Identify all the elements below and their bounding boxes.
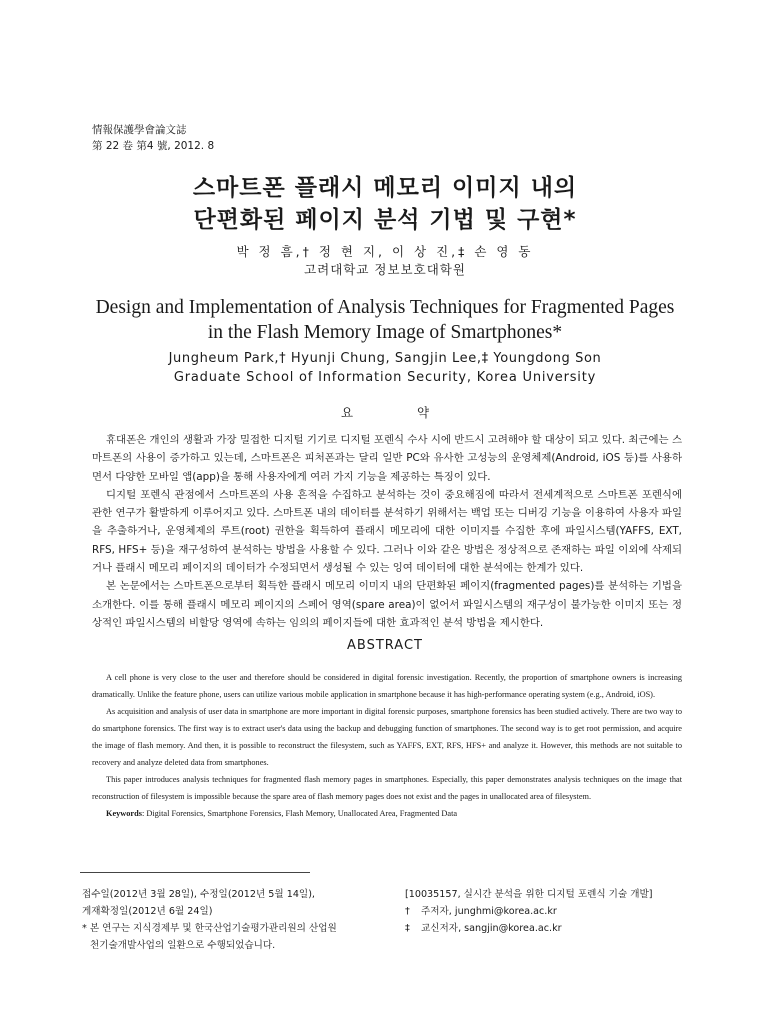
english-authors: Jungheum Park,† Hyunji Chung, Sangjin Lee,‡ Youngdong Son [168, 351, 602, 366]
english-abstract-paragraph-2: As acquisition and analysis of user data in smartphone are more important in digital forensic purposes, smartphone forensics has been studied actively. There are two way to do smartphone forensics. The first way is to extract user's data using the backup and debugging function of smartphones. The second way is to get root permission, and acquire the image of flash memory. And then, it is possible to reconstruct the filesystem, such as YAFFS, EXT, RFS, HFS+ and analyze it. However, this methods are not suitable to recovery and analyze deleted data from smartphones. [92, 707, 682, 767]
corresponding-author-text: 교신저자, sangjin@korea.ac.kr [421, 923, 562, 934]
double-dagger-mark: ‡ [405, 923, 410, 934]
keywords-text: : Digital Forensics, Smartphone Forensics, Flash Memory, Unallocated Area, Fragmented Data [141, 809, 458, 818]
funding-note [82, 920, 402, 937]
korean-abstract [92, 431, 682, 632]
korean-abstract-paragraph-2: 디지털 포렌식 관점에서 스마트폰의 사용 흔적을 수집하고 분석하는 것이 중요해짐에 따라서 전세계적으로 스마트폰 포렌식에 관한 연구가 활발하게 이루어지고 있다. 스마트폰 내의 데이터를 분석하기 위해서는 백업 또는 디버깅 기능을 이용하여 사용자 파일을 추출하거나, 운영체제의 루트(root) 권한을 획득하여 플래시 메모리에 대한 이미지를 수집한 후에 파일시스템(YAFFS, EXT, RFS, HFS+ 등)을 재구성하여 분석하는 방법을 사용할 수 있다. 그러나 이와 같은 방법은 정상적으로 존재하는 파일 이외에 삭제되거나 플래시 메모리 페이지의 데이터가 수정되면서 생성될 수 있는 잉여 데이터에 대한 분석에는 한계가 있다. [92, 488, 682, 575]
keywords-line [92, 805, 682, 822]
english-abstract-paragraph-3: This paper introduces analysis techniques for fragmented flash memory pages in smartphones. Especially, this paper demonstrates analysis techniques on the image that reconstruction of filesystem is impossible because the spare area of flash memory pages does not exist and the pages in unallocated area of filesystem. [92, 775, 682, 801]
journal-name: 情報保護學會論文誌 [92, 124, 187, 136]
korean-abstract-heading: 요 약 [340, 405, 460, 420]
korean-abstract-paragraph-3: 본 논문에서는 스마트폰으로부터 획득한 플래시 메모리 이미지 내의 단편화된 페이지(fragmented pages)를 분석하는 기법을 소개한다. 이를 통해 플래시 메모리 페이지의 스페어 영역(spare area)이 없어서 파일시스템의 재구성이 불가능한 이미지 또는 정상적인 파일시스템의 비할당 영역에 속하는 임의의 페이지들에 대한 효과적인 분석 방법을 제시한다. [92, 580, 683, 629]
english-title-line2: in the Flash Memory Image of Smartphones* [207, 322, 563, 343]
english-title [0, 295, 770, 345]
korean-title-line1: 스마트폰 플래시 메모리 이미지 내의 [192, 175, 578, 201]
korean-authors: 박 정 흠,† 정 현 지, 이 상 진,‡ 손 영 동 [236, 244, 534, 259]
funding-note-cont: 천기술개발사업의 일환으로 수행되었습니다. [90, 940, 276, 951]
footnotes-left [82, 886, 402, 954]
first-author-note [405, 903, 695, 920]
english-title-line1: Design and Implementation of Analysis Techniques for Fragmented Pages [95, 297, 675, 318]
footnotes-right [405, 886, 695, 937]
journal-header [92, 122, 214, 154]
dagger-mark: † [405, 906, 410, 917]
korean-affiliation: 고려대학교 정보보호대학원 [304, 262, 466, 277]
korean-abstract-paragraph-1: 휴대폰은 개인의 생활과 가장 밀접한 디지털 기기로 디지털 포렌식 수사 시에 반드시 고려해야 할 대상이 되고 있다. 최근에는 스마트폰의 사용이 증가하고 있는데, 스마트폰은 피처폰과는 달리 일반 PC와 유사한 고성능의 운영체제(Android, iOS 등)를 사용하면서 다양한 모바일 앱(app)을 통해 사용자에게 여러 가지 기능을 제공하는 특징이 있다. [92, 434, 682, 483]
english-abstract-heading: ABSTRACT [347, 638, 423, 653]
corresponding-author-note [405, 920, 695, 937]
korean-title-line2: 단편화된 페이지 분석 기법 및 구현* [193, 207, 577, 233]
english-affiliation: Graduate School of Information Security, Korea University [173, 370, 597, 385]
first-author-text: 주저자, junghmi@korea.ac.kr [421, 906, 557, 917]
received-dates: 접수일(2012년 3월 28일), 수정일(2012년 5월 14일), [82, 889, 315, 900]
funding-text: 본 연구는 지식경제부 및 한국산업기술평가관리원의 산업원 [89, 923, 337, 934]
korean-title [0, 172, 770, 236]
english-abstract-paragraph-1: A cell phone is very close to the user and therefore should be considered in digital forensic investigation. Recently, the proportion of smartphone owners is increasing dramatically. Unlike the feature phone, users can utilize various mobile application in smartphone because it has high-performance operating system (e.g., Android, iOS). [92, 673, 682, 699]
accepted-date: 게재확정일(2012년 6월 24일) [82, 906, 213, 917]
keywords-label: Keywords [106, 809, 142, 818]
journal-issue: 第 22 卷 第4 號, 2012. 8 [92, 140, 215, 152]
english-abstract [92, 669, 682, 822]
project-number: [10035157, 실시간 분석을 위한 디지털 포렌식 기술 개발] [405, 889, 653, 900]
funding-mark: * [82, 923, 87, 934]
footnote-divider [80, 872, 310, 873]
